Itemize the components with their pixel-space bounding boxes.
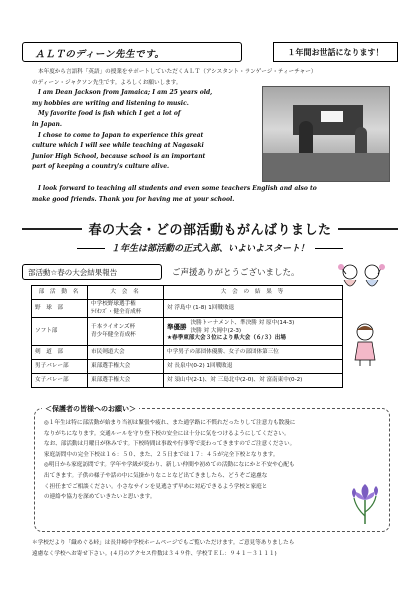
club-name-cell: 野 球 部 xyxy=(32,300,88,318)
intro-en-line: I am Dean Jackson from Jamaica; I am 25 years old, xyxy=(38,89,213,97)
notice-line: なりがちになります。交通ルールを守り登下校の安全には十分に気をつけるようにしてください。 xyxy=(44,430,290,437)
result-cell xyxy=(164,346,343,360)
notice-line: 家庭訪問中の完全下校は１６：５０、また、２５日までは１７：４５が完全下校となります。 xyxy=(44,451,279,458)
result-line: ★春季東部大会３位により県大会（６/３）出場 xyxy=(167,335,286,342)
intro-en-line: my hobbies are writing and listening to music. xyxy=(32,99,189,107)
notice-line: 出てきます。子供の様子や話の中に気掛かりなことなど出てきましたら、どうぞご遠慮な xyxy=(44,472,268,479)
notice-title: ＜保護者の皆様へのお願い＞ xyxy=(42,404,139,414)
table-row xyxy=(32,318,343,346)
club-name-cell: 男子バレー部 xyxy=(32,360,88,374)
club-name-cell: ソフト部 xyxy=(32,318,88,346)
intro-en-line: culture which I will see while teaching at Nagasaki xyxy=(32,142,204,150)
column-header: 大 会 名 xyxy=(88,286,164,300)
club-banner xyxy=(22,219,398,239)
meet-name-line: 中学校野球選手権 xyxy=(91,301,136,307)
results-thanks: ご声援ありがとうございました。 xyxy=(172,268,300,278)
medal-label: 準優勝 xyxy=(167,323,187,331)
intro-en-line: Junior High School, because school is an important xyxy=(32,152,206,160)
notice-body xyxy=(44,418,344,503)
club-name-cell: 剣 道 部 xyxy=(32,346,88,360)
notice-line: なお、部活動は月曜日が休みです。下校時間は事故や行事等で変わってきますのでご注意ください。 xyxy=(44,441,296,448)
result-cell xyxy=(164,318,343,346)
iris-flower-illustration xyxy=(348,482,382,524)
girl-mascot-illustration xyxy=(352,322,378,366)
intro-en-line: My favorite food is fish which I get a lot of xyxy=(38,110,181,118)
notice-line: ◎明日から家庭訪問です。学年や学級が変わり、新しい仲間や初めての活動になにかと不安や心配も xyxy=(44,462,295,469)
notice-line: ◎１年生は特に部活動が始まり当初は緊張や疲れ、また通学路に不慣れだったりして注意力も散漫に xyxy=(44,420,296,426)
intro-jp-line: 本年度から言語科「英語」の授業をサポートしていただくＡＬＴ（アシスタント・ランゲージ・ティーチャー） xyxy=(38,69,317,75)
header-title: ＡＬＴのディーン先生です。 xyxy=(22,42,242,62)
result-line: 中学男子の部団体優勝、女子の部団体第三位 xyxy=(167,348,279,355)
results-section-label: 部活動☆春の大会結果報告 xyxy=(22,264,162,280)
footer-note xyxy=(32,538,392,559)
club-name-cell: 女子バレー部 xyxy=(32,374,88,388)
notice-line: の連絡や協力を深めていきたいと思います。 xyxy=(44,494,156,501)
classroom-photo xyxy=(262,86,390,182)
meet-name-line: 東部選手権大会 xyxy=(91,362,131,369)
table-row xyxy=(32,360,343,374)
result-line: 決勝 対 大岡中(2-3) xyxy=(190,327,242,334)
header-bar xyxy=(22,42,398,62)
intro-text xyxy=(32,67,317,173)
table-row xyxy=(32,300,343,318)
meet-name-cell xyxy=(88,360,164,374)
meet-name-line: 東部選手権大会 xyxy=(91,376,131,383)
footer-line: ＊学校だより「織めぐる峠」は長井崎中学校ホームページでもご覧いただけます。ご意見等ありましたら xyxy=(32,540,295,546)
results-table xyxy=(31,285,343,388)
banner-subtitle: １年生は部活動の正式入部、いよいよスタート！ xyxy=(110,244,309,254)
table-header-row xyxy=(32,286,343,300)
intro-jp-line: のディーン・ジャクソン先生です。よろしくお願いします。 xyxy=(32,79,182,86)
meet-name-cell xyxy=(88,318,164,346)
table-row xyxy=(32,346,343,360)
header-side-label: １年間お世話になります！ xyxy=(273,42,398,62)
intro-en-more-line: make good friends. Thank you for having me at your school. xyxy=(32,195,235,203)
cheering-mascots-illustration xyxy=(338,262,386,296)
meet-name-cell xyxy=(88,374,164,388)
meet-name-line: 市民剣道大会 xyxy=(91,348,125,355)
meet-name-cell xyxy=(88,300,164,318)
intro-en-line: I chose to come to Japan to experience this great xyxy=(38,131,204,139)
intro-en-more-line: I look forward to teaching all students and even some teachers English and also to xyxy=(38,185,317,192)
banner-subtitle-row xyxy=(22,241,398,254)
result-line: 対 須山中(2-1)、対 三島北中(2-0)、対 富南東中(0-2) xyxy=(167,376,303,383)
result-line: 決勝トーナメント、準決勝 対 原中(14-3) xyxy=(190,320,295,327)
result-cell xyxy=(164,300,343,318)
meet-name-line: 千本ライオンズ杯 xyxy=(91,324,136,330)
intro-en-line: in Japan. xyxy=(32,120,62,128)
result-cell xyxy=(164,374,343,388)
banner-title: 春の大会・どの部活動もがんばりました xyxy=(82,219,337,238)
meet-name-line: ﾗｲｵﾝｽﾞ・健全育成杯 xyxy=(91,308,142,315)
column-header: 大 会 の 結 果 等 xyxy=(164,286,343,300)
intro-en-line: part of keeping a country's culture alive. xyxy=(32,163,170,171)
meet-name-line: 青少年健全育成杯 xyxy=(91,331,136,338)
result-line: 対 浮島中 (1-8) 1回戦敗退 xyxy=(167,304,235,311)
meet-name-cell xyxy=(88,346,164,360)
result-line: 対 長泉中(0-2) 1回戦敗退 xyxy=(167,362,233,369)
table-row xyxy=(32,374,343,388)
notice-line: く担任までご相談ください。小さなサインを見逃さず早めに対応できるよう学校と家庭と xyxy=(44,483,268,490)
column-header: 部 活 動 名 xyxy=(32,286,88,300)
intro-en-more xyxy=(32,184,392,205)
result-cell xyxy=(164,360,343,374)
footer-line: 遠慮なく学校へお寄せ下さい。(４月のアクセス件数は３４９件、学校ＴＥＬ：９４１－３１１１) xyxy=(32,550,277,557)
